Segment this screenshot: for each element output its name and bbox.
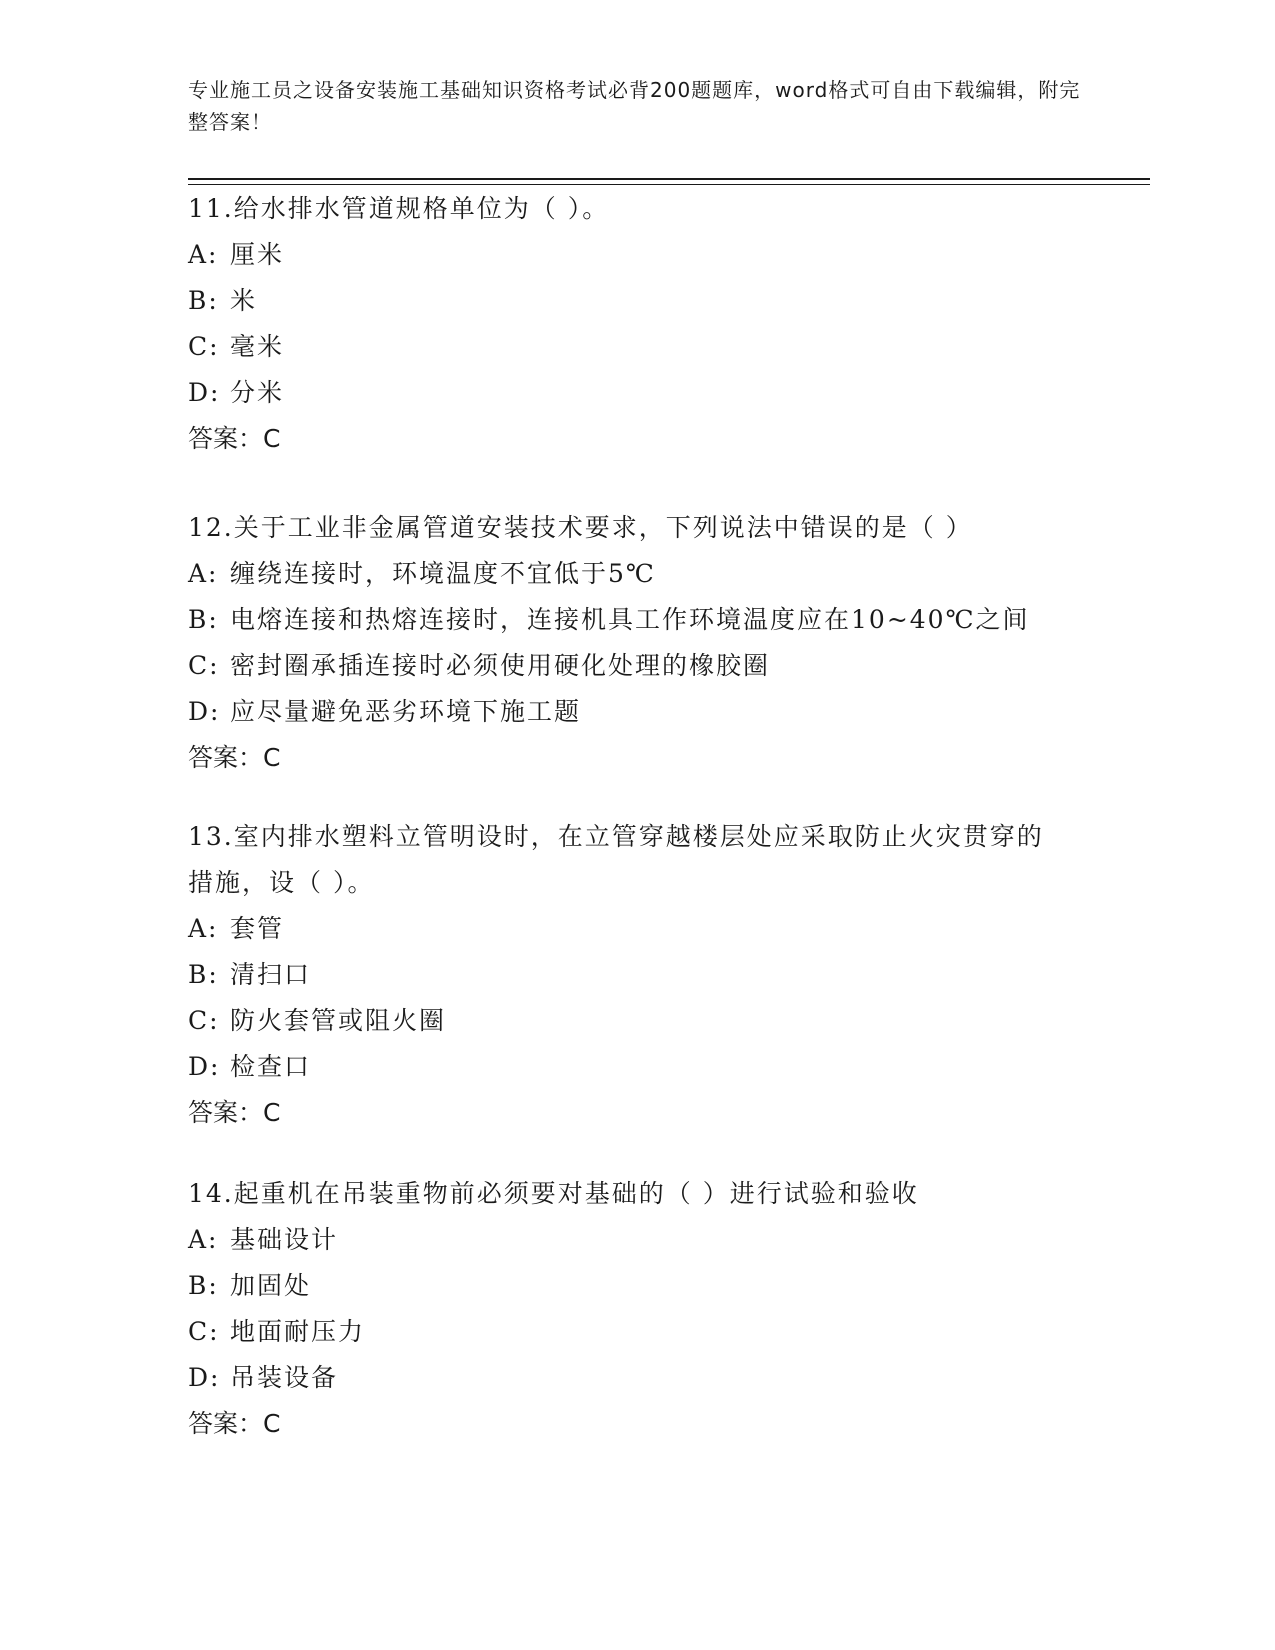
question-stem: 11.给水排水管道规格单位为（ ）。 bbox=[188, 194, 610, 223]
option-c bbox=[188, 998, 1188, 1044]
answer-line: 答案：C bbox=[188, 1098, 281, 1127]
option-letter: B: bbox=[188, 605, 219, 634]
option-text: 吊装设备 bbox=[230, 1363, 339, 1392]
option-letter: C: bbox=[188, 332, 220, 361]
option-letter: A: bbox=[188, 914, 219, 943]
question-13 bbox=[188, 814, 1188, 1136]
option-text: 套管 bbox=[230, 914, 285, 943]
option-text: 缠绕连接时，环境温度不宜低于5℃ bbox=[230, 559, 656, 588]
question-stem: 13.室内排水塑料立管明设时，在立管穿越楼层处应采取防止火灾贯穿的措施，设（ ）。 bbox=[188, 822, 1044, 897]
option-text: 加固处 bbox=[230, 1271, 312, 1300]
option-letter: D: bbox=[188, 697, 221, 726]
question-11 bbox=[188, 186, 1188, 462]
option-text: 电熔连接和热熔连接时，连接机具工作环境温度应在10~40℃之间 bbox=[230, 605, 1030, 634]
header-divider-thick bbox=[188, 178, 1150, 180]
option-letter: B: bbox=[188, 1271, 219, 1300]
option-text: 地面耐压力 bbox=[230, 1317, 366, 1346]
option-a bbox=[188, 1217, 1188, 1263]
option-text: 检查口 bbox=[230, 1052, 312, 1081]
option-c bbox=[188, 643, 1188, 689]
option-b bbox=[188, 952, 1188, 998]
question-12 bbox=[188, 505, 1188, 781]
option-letter: A: bbox=[188, 240, 219, 269]
document-header: 专业施工员之设备安装施工基础知识资格考试必背200题题库，word格式可自由下载编辑，附完整答案！ bbox=[188, 78, 1081, 134]
option-letter: C: bbox=[188, 651, 220, 680]
question-14 bbox=[188, 1171, 1188, 1447]
option-text: 清扫口 bbox=[230, 960, 312, 989]
option-letter: D: bbox=[188, 1363, 221, 1392]
option-text: 基础设计 bbox=[230, 1225, 339, 1254]
option-letter: D: bbox=[188, 1052, 221, 1081]
option-a bbox=[188, 551, 1188, 597]
option-letter: D: bbox=[188, 378, 221, 407]
answer-line: 答案：C bbox=[188, 1409, 281, 1438]
option-d bbox=[188, 1355, 1188, 1401]
option-text: 厘米 bbox=[230, 240, 285, 269]
option-text: 毫米 bbox=[230, 332, 285, 361]
option-letter: B: bbox=[188, 286, 219, 315]
option-b bbox=[188, 1263, 1188, 1309]
option-letter: C: bbox=[188, 1317, 220, 1346]
option-b bbox=[188, 278, 1188, 324]
option-text: 密封圈承插连接时必须使用硬化处理的橡胶圈 bbox=[230, 651, 771, 680]
answer-line: 答案：C bbox=[188, 424, 281, 453]
answer-line: 答案：C bbox=[188, 743, 281, 772]
option-text: 防火套管或阻火圈 bbox=[230, 1006, 447, 1035]
option-text: 分米 bbox=[230, 378, 285, 407]
question-stem: 12.关于工业非金属管道安装技术要求，下列说法中错误的是（ ） bbox=[188, 513, 973, 542]
option-a bbox=[188, 906, 1188, 952]
option-c bbox=[188, 324, 1188, 370]
option-letter: A: bbox=[188, 559, 219, 588]
option-letter: B: bbox=[188, 960, 219, 989]
option-b bbox=[188, 597, 1188, 643]
option-d bbox=[188, 1044, 1188, 1090]
option-text: 应尽量避免恶劣环境下施工题 bbox=[230, 697, 582, 726]
option-a bbox=[188, 232, 1188, 278]
option-letter: A: bbox=[188, 1225, 219, 1254]
header-divider-thin bbox=[188, 184, 1150, 185]
question-stem: 14.起重机在吊装重物前必须要对基础的（ ）进行试验和验收 bbox=[188, 1179, 919, 1208]
option-d bbox=[188, 689, 1188, 735]
option-c bbox=[188, 1309, 1188, 1355]
option-d bbox=[188, 370, 1188, 416]
option-letter: C: bbox=[188, 1006, 220, 1035]
option-text: 米 bbox=[230, 286, 258, 315]
